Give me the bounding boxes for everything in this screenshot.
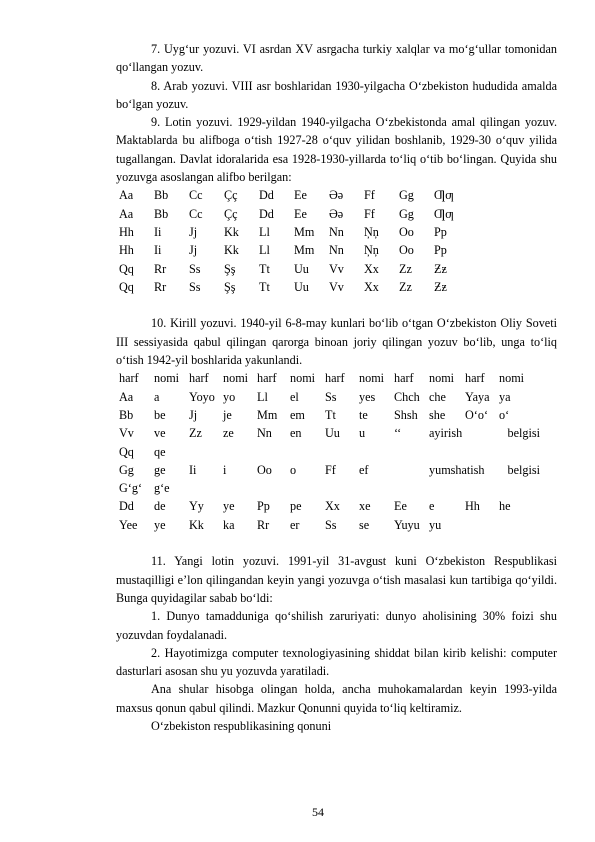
- letter-name-cell: [290, 479, 325, 497]
- letter-cell: [465, 443, 499, 461]
- alphabet-letter: Şş: [224, 261, 236, 276]
- letter-name-cell: g‘e: [154, 481, 170, 496]
- paragraph-new-latin-script: 11. Yangi lotin yozuvi. 1991-yil 31-avgust kuni O‘zbekiston Respublikasi mustaqilligi e’lon qilingandan keyin yangi yozuvga o‘tish masalasi kun tartibiga qo‘yildi. Bunga quyidagilar sabab bo‘ldi:: [116, 554, 557, 605]
- letter-cell: Gg: [119, 462, 134, 477]
- alphabet-letter: Nn: [329, 224, 344, 239]
- letter-name-cell: je: [223, 407, 232, 422]
- letter-cell: Xx: [325, 499, 340, 514]
- letter-name-cell: er: [290, 517, 300, 532]
- table-row: [119, 443, 540, 461]
- letter-name-cell: pe: [290, 499, 302, 514]
- alphabet-letter: Xx: [364, 261, 379, 276]
- letter-cell: Mm: [257, 407, 278, 422]
- letter-cell: harf: [325, 371, 345, 386]
- letter-cell: Dd: [119, 499, 134, 514]
- letter-name-cell: yu: [429, 517, 442, 532]
- alphabet-row: [119, 241, 469, 259]
- alphabet-letter: Ll: [259, 224, 270, 239]
- alphabet-letter: Gg: [399, 206, 414, 221]
- letter-cell: Kk: [189, 517, 204, 532]
- letter-cell: harf: [119, 371, 139, 386]
- letter-name-cell: [499, 479, 540, 497]
- alphabet-letter: Çç: [224, 206, 238, 221]
- paragraph-arabic-script: 8. Arab yozuvi. VIII asr boshlaridan 1930-yilgacha O‘zbekiston hududida amalda bo‘lgan yozuv.: [116, 78, 557, 111]
- alphabet-letter: Aa: [119, 206, 134, 221]
- letter-name-cell: [359, 443, 394, 461]
- letter-cell: Shsh: [394, 407, 418, 422]
- table-row: [119, 406, 540, 424]
- letter-name-cell: ya: [499, 389, 511, 404]
- alphabet-letter: Dd: [259, 206, 274, 221]
- paragraph-cyrillic-script: 10. Kirill yozuvi. 1940-yil 6-8-may kunlari bo‘lib o‘tgan O‘zbekiston Oliy Soveti III sessiyasida qabul qilingan qarorga binoan joriy qilingan yozuv bo‘lib, unga to‘liq o‘tish 1942-yil boshlarida yakunlandi.: [116, 316, 557, 368]
- letter-cell: [394, 443, 429, 461]
- alphabet-letter: Pp: [434, 243, 447, 258]
- document-page: [116, 40, 557, 735]
- alphabet-letter: Ff: [364, 206, 375, 221]
- letter-cell: harf: [465, 371, 485, 386]
- paragraph-latin-script: 9. Lotin yozuvi. 1929-yildan 1940-yilgacha O‘zbekistonda amal qilingan yozuv. Maktablarda bu alifboga o‘tish 1927-28 o‘quv yilidan boshlanib, 1929-30 o‘quv yilida tugallangan. Davlat idoralarida esa 1928-1930-yillarda to‘liq o‘tib bo‘lingan. Quyida shu yozuvga asoslangan alifbo berilgan:: [116, 115, 557, 185]
- table-row: [119, 424, 540, 442]
- letter-name-cell: nomi: [359, 371, 385, 386]
- letter-name-cell: ef: [359, 462, 369, 477]
- alphabet-letter: Zz: [399, 261, 412, 276]
- alphabet-letter: Mm: [294, 224, 315, 239]
- letter-cell: Hh: [465, 499, 480, 514]
- latin-alphabet-table: [119, 186, 469, 296]
- alphabet-letter: Zz: [399, 279, 412, 294]
- paragraph-reason-2: 2. Hayotimizga computer texnologiyasining shiddat bilan kirib kelishi: computer dasturlari asosan shu yu yozuvda yaratiladi.: [116, 645, 557, 679]
- letter-cell: harf: [257, 371, 277, 386]
- letter-name-cell: de: [154, 499, 166, 514]
- alphabet-letter: Ss: [189, 279, 201, 294]
- letter-cell: Ii: [189, 462, 197, 477]
- letter-name-cell: e: [429, 499, 435, 514]
- alphabet-letter: Qq: [119, 279, 134, 294]
- letter-cell: Bb: [119, 407, 134, 422]
- alphabet-letter: Pp: [434, 224, 447, 239]
- alphabet-letter: Ņņ: [364, 224, 379, 239]
- letter-cell: [189, 479, 223, 497]
- letter-cell: Yee: [119, 517, 138, 532]
- alphabet-row: [119, 223, 469, 241]
- letter-name-cell: ye: [223, 499, 235, 514]
- letter-name-cell: he: [499, 499, 511, 514]
- letter-name-cell: nomi: [154, 371, 180, 386]
- letter-cell: [465, 479, 499, 497]
- letter-cell: Yuyu: [394, 517, 420, 532]
- alphabet-letter: Əə: [329, 188, 344, 203]
- alphabet-letter: Şş: [224, 279, 236, 294]
- letter-name-cell: [429, 479, 465, 497]
- letter-cell: Yaya: [465, 389, 490, 404]
- letter-name-cell: te: [359, 407, 368, 422]
- alphabet-letter: Tt: [259, 279, 270, 294]
- table-row: [119, 516, 540, 534]
- letter-cell: harf: [394, 371, 414, 386]
- letter-cell: Aa: [119, 389, 134, 404]
- letter-name-cell: nomi: [223, 371, 249, 386]
- letter-cell: Ll: [257, 389, 268, 404]
- alphabet-letter: Mm: [294, 243, 315, 258]
- letter-cell: [325, 443, 359, 461]
- letter-name-cell: [223, 479, 257, 497]
- letter-name-cell: [223, 443, 257, 461]
- alphabet-letter: Əə: [329, 206, 344, 221]
- alphabet-letter: Xx: [364, 279, 379, 294]
- paragraph-reason-1: 1. Dunyo tamadduniga qo‘shilish zaruriyati: dunyo aholisining 30% foizi shu yozuvdan foydalanadi.: [116, 609, 557, 642]
- letter-cell: Uu: [325, 426, 340, 441]
- letter-name-cell: qe: [154, 444, 166, 459]
- alphabet-letter: Cc: [189, 188, 203, 203]
- letter-name-cell: ayirish belgisi: [429, 426, 540, 441]
- letter-cell: Ss: [325, 517, 337, 532]
- letter-name-cell: yes: [359, 389, 376, 404]
- letter-name-cell: nomi: [499, 371, 525, 386]
- letter-cell: Oo: [257, 462, 272, 477]
- alphabet-letter: Çç: [224, 188, 238, 203]
- alphabet-letter: Aa: [119, 188, 134, 203]
- letter-cell: Ff: [325, 462, 336, 477]
- cyrillic-alphabet-table: [119, 369, 540, 534]
- letter-name-cell: xe: [359, 499, 371, 514]
- page-number: 54: [312, 805, 324, 819]
- letter-cell: Zz: [189, 426, 202, 441]
- alphabet-letter: Vv: [329, 279, 344, 294]
- letter-name-cell: nomi: [290, 371, 316, 386]
- letter-cell: [257, 479, 290, 497]
- alphabet-letter: Bb: [154, 188, 169, 203]
- letter-name-cell: [429, 443, 465, 461]
- letter-name-cell: nomi: [429, 371, 455, 386]
- letter-cell: Tt: [325, 407, 336, 422]
- letter-cell: [465, 516, 499, 534]
- table-row: [119, 461, 540, 479]
- letter-cell: Ee: [394, 499, 407, 514]
- paragraph-law-intro: Ana shular hisobga olingan holda, ancha muhokamalardan keyin 1993-yilda maxsus qonun qabul qilindi. Mazkur Qonunni quyida to‘liq keltiramiz.: [116, 682, 557, 715]
- alphabet-letter: Tt: [259, 261, 270, 276]
- alphabet-letter: Oo: [399, 224, 414, 239]
- alphabet-letter: Ņņ: [364, 243, 379, 258]
- paragraph-uyghur-script: 7. Uyg‘ur yozuvi. VI asrdan XV asrgacha turkiy xalqlar va mo‘g‘ullar tomonidan qo‘llangan yozuv.: [116, 42, 557, 75]
- letter-name-cell: yo: [223, 389, 236, 404]
- alphabet-letter: Kk: [224, 243, 239, 258]
- alphabet-letter: Ƶƶ: [434, 279, 447, 294]
- alphabet-letter: Gg: [399, 188, 414, 203]
- letter-cell: Pp: [257, 499, 270, 514]
- letter-cell: Ss: [325, 389, 337, 404]
- alphabet-letter: Nn: [329, 243, 344, 258]
- alphabet-letter: Kk: [224, 224, 239, 239]
- letter-cell: Rr: [257, 517, 270, 532]
- letter-cell: Yoyo: [189, 389, 215, 404]
- spacer: [116, 534, 557, 552]
- table-row: [119, 388, 540, 406]
- letter-name-cell: ge: [154, 462, 166, 477]
- letter-cell: Yy: [189, 499, 204, 514]
- letter-cell: [394, 461, 429, 479]
- letter-cell: [189, 443, 223, 461]
- spacer: [116, 296, 557, 314]
- letter-cell: harf: [189, 371, 209, 386]
- alphabet-letter: Hh: [119, 243, 134, 258]
- table-header-row: [119, 369, 540, 387]
- alphabet-letter: Ss: [189, 261, 201, 276]
- letter-name-cell: u: [359, 426, 366, 441]
- letter-cell: [394, 479, 429, 497]
- letter-name-cell: [499, 443, 540, 461]
- alphabet-letter: Jj: [189, 243, 198, 258]
- alphabet-letter: Bb: [154, 206, 169, 221]
- alphabet-row: [119, 260, 469, 278]
- alphabet-letter: Ƶƶ: [434, 261, 447, 276]
- alphabet-letter: Ii: [154, 243, 162, 258]
- letter-cell: Vv: [119, 426, 134, 441]
- letter-name-cell: ze: [223, 426, 234, 441]
- letter-cell: [325, 479, 359, 497]
- letter-name-cell: em: [290, 407, 305, 422]
- alphabet-letter: Rr: [154, 279, 167, 294]
- letter-name-cell: yumshatish belgisi: [429, 462, 540, 477]
- table-row: [119, 479, 540, 497]
- letter-cell: Nn: [257, 426, 272, 441]
- alphabet-letter: Uu: [294, 261, 309, 276]
- letter-cell: [257, 443, 290, 461]
- letter-name-cell: ve: [154, 426, 166, 441]
- alphabet-row: [119, 205, 469, 223]
- alphabet-row: [119, 186, 469, 204]
- alphabet-letter: Jj: [189, 224, 198, 239]
- letter-name-cell: [499, 516, 540, 534]
- alphabet-letter: Ll: [259, 243, 270, 258]
- alphabet-letter: Ee: [294, 206, 307, 221]
- letter-name-cell: el: [290, 389, 299, 404]
- letter-name-cell: o‘: [499, 407, 510, 422]
- letter-name-cell: o: [290, 462, 297, 477]
- alphabet-row: [119, 278, 469, 296]
- letter-name-cell: she: [429, 407, 446, 422]
- letter-name-cell: a: [154, 389, 160, 404]
- alphabet-letter: Ƣƣ: [434, 188, 454, 203]
- letter-name-cell: [290, 443, 325, 461]
- letter-name-cell: se: [359, 517, 370, 532]
- letter-name-cell: ye: [154, 517, 166, 532]
- letter-name-cell: i: [223, 462, 227, 477]
- intro-paragraphs: [116, 40, 557, 186]
- law-title: O‘zbekiston respublikasining qonuni: [151, 718, 332, 733]
- alphabet-letter: Ƣƣ: [434, 206, 454, 221]
- letter-name-cell: che: [429, 389, 446, 404]
- letter-cell: Chch: [394, 389, 420, 404]
- alphabet-letter: Ee: [294, 188, 307, 203]
- table-row: [119, 497, 540, 515]
- alphabet-letter: Ii: [154, 224, 162, 239]
- alphabet-letter: Cc: [189, 206, 203, 221]
- letter-cell: Qq: [119, 444, 134, 459]
- letter-cell: ‘‘: [394, 426, 402, 441]
- letter-cell: G‘g‘: [119, 481, 143, 496]
- letter-name-cell: en: [290, 426, 302, 441]
- alphabet-letter: Uu: [294, 279, 309, 294]
- alphabet-letter: Oo: [399, 243, 414, 258]
- letter-name-cell: be: [154, 407, 166, 422]
- closing-paragraphs: [116, 552, 557, 735]
- letter-cell: O‘o‘: [465, 407, 489, 422]
- alphabet-letter: Vv: [329, 261, 344, 276]
- alphabet-letter: Rr: [154, 261, 167, 276]
- alphabet-letter: Ff: [364, 188, 375, 203]
- alphabet-letter: Hh: [119, 224, 134, 239]
- alphabet-letter: Dd: [259, 188, 274, 203]
- letter-name-cell: ka: [223, 517, 235, 532]
- letter-cell: Jj: [189, 407, 198, 422]
- alphabet-letter: Qq: [119, 261, 134, 276]
- letter-name-cell: [359, 479, 394, 497]
